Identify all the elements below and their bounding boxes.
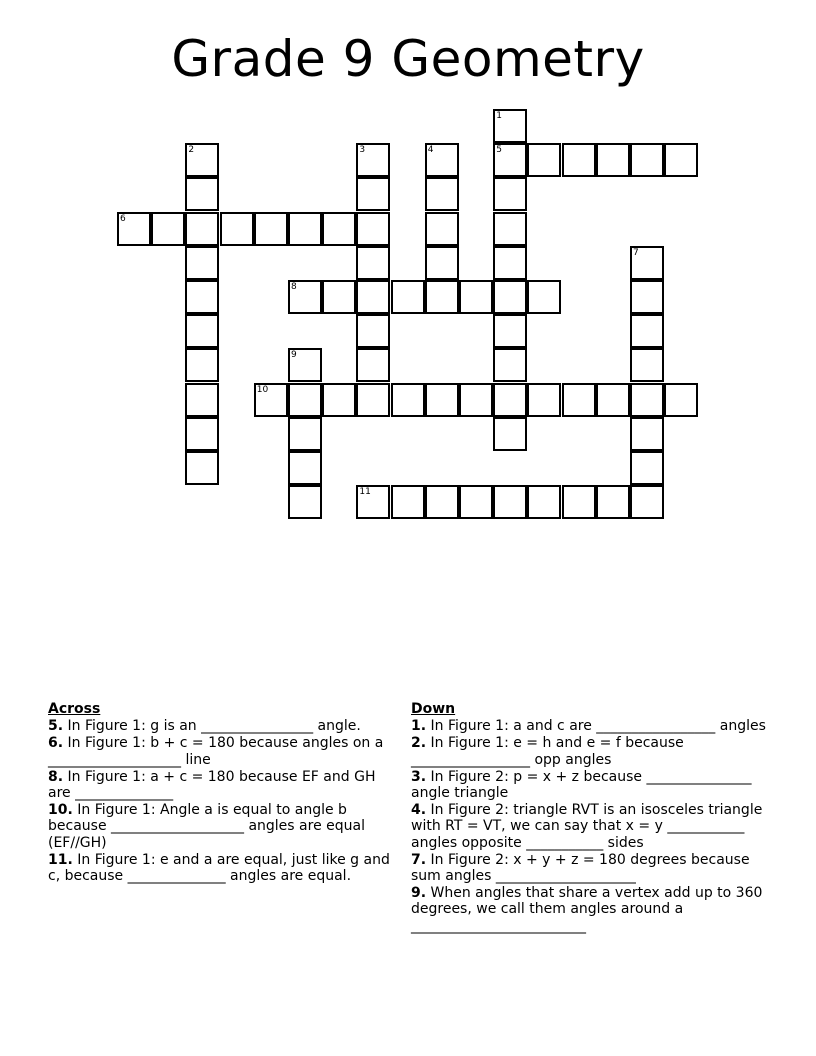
clue-number: 9. — [411, 885, 427, 902]
grid-cell[interactable] — [630, 246, 664, 280]
grid-cell[interactable] — [425, 383, 459, 417]
grid-cell[interactable] — [425, 280, 459, 314]
grid-cell[interactable] — [425, 177, 459, 211]
grid-cell[interactable] — [493, 177, 527, 211]
clue-item — [411, 769, 771, 801]
grid-cell[interactable] — [596, 143, 630, 177]
grid-cell[interactable] — [562, 143, 596, 177]
clue-number-label: 1 — [496, 111, 502, 121]
clue-number: 7. — [411, 851, 427, 868]
grid-cell[interactable] — [322, 280, 356, 314]
grid-cell[interactable] — [493, 143, 527, 177]
grid-cell[interactable] — [356, 212, 390, 246]
grid-cell[interactable] — [459, 280, 493, 314]
clue-item — [411, 852, 771, 884]
grid-cell[interactable] — [493, 383, 527, 417]
across-heading: Across — [48, 701, 101, 717]
grid-cell[interactable] — [493, 109, 527, 143]
grid-cell[interactable] — [185, 417, 219, 451]
clue-text: In Figure 1: b + c = 180 because angles on a ___________________ line — [48, 735, 384, 768]
grid-cell[interactable] — [288, 417, 322, 451]
grid-cell[interactable] — [185, 314, 219, 348]
clue-number: 6. — [48, 735, 64, 752]
grid-cell[interactable] — [288, 383, 322, 417]
grid-cell[interactable] — [493, 485, 527, 519]
grid-cell[interactable] — [425, 246, 459, 280]
grid-cell[interactable] — [493, 348, 527, 382]
grid-cell[interactable] — [356, 383, 390, 417]
down-clues — [411, 701, 771, 935]
grid-cell[interactable] — [356, 280, 390, 314]
grid-cell[interactable] — [459, 383, 493, 417]
grid-cell[interactable] — [527, 383, 561, 417]
clue-number: 1. — [411, 718, 427, 735]
grid-cell[interactable] — [493, 212, 527, 246]
across-clues — [48, 701, 393, 885]
clue-item — [48, 852, 393, 884]
clue-number-label: 10 — [256, 384, 269, 395]
grid-cell[interactable] — [356, 348, 390, 382]
grid-cell[interactable] — [185, 383, 219, 417]
grid-cell[interactable] — [596, 485, 630, 519]
grid-cell[interactable] — [254, 212, 288, 246]
clue-number-label: 3 — [359, 145, 366, 156]
grid-cell[interactable] — [630, 485, 664, 519]
grid-cell[interactable] — [185, 246, 219, 280]
grid-cell[interactable] — [356, 143, 390, 177]
grid-cell[interactable] — [425, 485, 459, 519]
clue-number-label: 9 — [291, 350, 297, 361]
clue-text: In Figure 1: e = h and e = f because _________________ opp angles — [411, 735, 684, 768]
clue-number: 10. — [48, 802, 73, 819]
grid-cell[interactable] — [425, 143, 459, 177]
clue-text: In Figure 1: e and a are equal, just like g and c, because ______________ angles are equal. — [48, 851, 390, 885]
grid-cell[interactable] — [151, 212, 185, 246]
grid-cell[interactable] — [664, 383, 698, 417]
clue-item — [411, 885, 771, 934]
grid-cell[interactable] — [356, 485, 390, 519]
down-heading: Down — [411, 701, 456, 717]
grid-cell[interactable] — [185, 280, 219, 314]
grid-cell[interactable] — [288, 212, 322, 246]
clue-item — [48, 769, 393, 801]
grid-cell[interactable] — [254, 383, 288, 417]
clue-text: When angles that share a vertex add up to 360 degrees, we call them angles around a _________________________ — [411, 885, 763, 934]
grid-cell[interactable] — [630, 451, 664, 485]
grid-cell[interactable] — [630, 314, 664, 348]
grid-cell[interactable] — [562, 485, 596, 519]
clue-number: 11. — [48, 851, 73, 868]
clue-number-label: 2 — [188, 145, 195, 156]
clue-number-label: 6 — [120, 213, 126, 224]
clue-number: 3. — [411, 768, 427, 785]
grid-cell[interactable] — [664, 143, 698, 177]
clue-item — [48, 718, 393, 734]
clue-number-label: 8 — [291, 282, 297, 292]
grid-cell[interactable] — [356, 177, 390, 211]
grid-cell[interactable] — [391, 280, 425, 314]
grid-cell[interactable] — [185, 348, 219, 382]
clue-text: In Figure 1: g is an ________________ angle. — [67, 718, 361, 735]
grid-cell[interactable] — [288, 280, 322, 314]
grid-cell[interactable] — [185, 451, 219, 485]
grid-cell[interactable] — [391, 485, 425, 519]
grid-cell[interactable] — [117, 212, 151, 246]
clue-number: 2. — [411, 735, 427, 752]
grid-cell[interactable] — [356, 246, 390, 280]
clue-item — [48, 735, 393, 767]
clue-number-label: 4 — [427, 145, 434, 156]
clue-number-label: 7 — [633, 247, 639, 258]
clue-number-label: 11 — [359, 487, 371, 498]
grid-cell[interactable] — [527, 280, 561, 314]
grid-cell[interactable] — [356, 314, 390, 348]
grid-cell[interactable] — [220, 212, 254, 246]
clue-item — [411, 735, 771, 767]
grid-cell[interactable] — [493, 417, 527, 451]
page-title: Grade 9 Geometry — [171, 30, 645, 88]
clue-text: In Figure 1: Angle a is equal to angle b because ___________________ angles are equal (EF//GH) — [48, 802, 365, 851]
grid-cell[interactable] — [185, 177, 219, 211]
clue-number: 8. — [48, 768, 64, 785]
clue-number: 4. — [411, 802, 427, 819]
grid-cell[interactable] — [493, 314, 527, 348]
grid-cell[interactable] — [425, 212, 459, 246]
clue-item — [411, 718, 771, 734]
grid-cell[interactable] — [596, 383, 630, 417]
clue-item — [48, 802, 393, 851]
grid-cell[interactable] — [322, 212, 356, 246]
grid-cell[interactable] — [630, 143, 664, 177]
grid-cell[interactable] — [391, 383, 425, 417]
clue-number-label: 5 — [496, 145, 502, 156]
clue-text: In Figure 2: triangle RVT is an isosceles triangle with RT = VT, we can say that x = y ___________ angles opposite ___________ sides — [411, 802, 763, 851]
grid-cell[interactable] — [185, 143, 219, 177]
grid-cell[interactable] — [185, 212, 219, 246]
grid-cell[interactable] — [630, 280, 664, 314]
grid-cell[interactable] — [562, 383, 596, 417]
grid-cell[interactable] — [288, 451, 322, 485]
clue-number: 5. — [48, 718, 64, 735]
grid-cell[interactable] — [527, 143, 561, 177]
grid-cell[interactable] — [322, 383, 356, 417]
clue-text: In Figure 2: p = x + z because _______________ angle triangle — [411, 768, 752, 802]
grid-cell[interactable] — [288, 348, 322, 382]
grid-cell[interactable] — [630, 417, 664, 451]
grid-cell[interactable] — [288, 485, 322, 519]
grid-cell[interactable] — [493, 280, 527, 314]
clue-text: In Figure 1: a and c are _________________ angles — [430, 718, 766, 735]
grid-cell[interactable] — [630, 348, 664, 382]
grid-cell[interactable] — [493, 246, 527, 280]
grid-cell[interactable] — [630, 383, 664, 417]
clue-item — [411, 802, 771, 851]
grid-cell[interactable] — [459, 485, 493, 519]
clue-text: In Figure 1: a + c = 180 because EF and GH are ______________ — [48, 768, 376, 802]
grid-cell[interactable] — [527, 485, 561, 519]
clue-text: In Figure 2: x + y + z = 180 degrees because sum angles ____________________ — [411, 851, 750, 885]
